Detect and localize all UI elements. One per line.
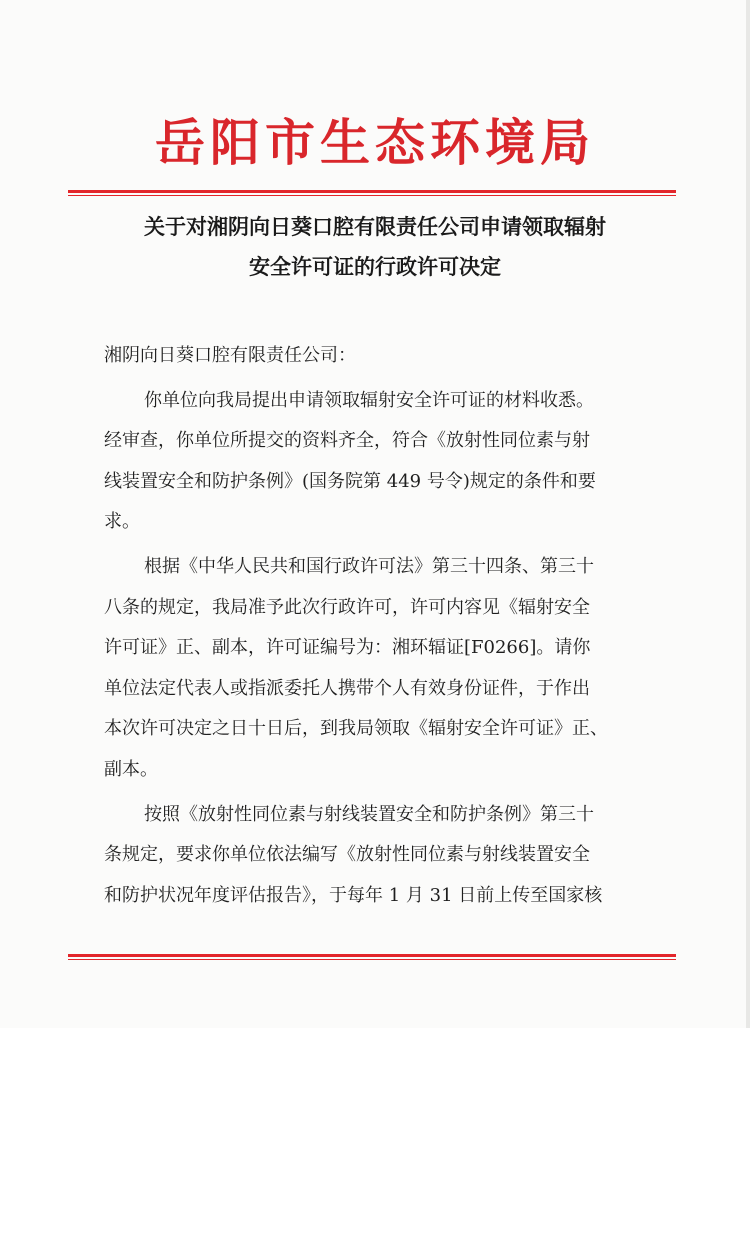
- document-body: [104, 336, 644, 916]
- paragraph-line: 八条的规定，我局准予此次行政许可，许可内容见《辐射安全: [104, 596, 590, 618]
- paragraph-line: 许可证》正、副本，许可证编号为：湘环辐证[F0266]。请你: [104, 637, 591, 659]
- agency-name: 岳阳市生态环境局: [155, 113, 595, 172]
- paragraph-line: 线装置安全和防护条例》(国务院第 449 号令)规定的条件和要: [104, 470, 596, 492]
- paragraph-line: 本次许可决定之日十日后，到我局领取《辐射安全许可证》正、: [104, 718, 608, 740]
- paragraph-line: 副本。: [104, 758, 158, 780]
- paragraph-3: [104, 795, 644, 917]
- footer-red-rule: [68, 954, 676, 960]
- paragraph-line: 单位法定代表人或指派委托人携带个人有效身份证件，于作出: [104, 677, 590, 699]
- document-title-line-2: 安全许可证的行政许可决定: [249, 255, 501, 279]
- salutation: 湘阴向日葵口腔有限责任公司：: [104, 345, 356, 366]
- paragraph-line: 经审查，你单位所提交的资料齐全，符合《放射性同位素与射: [104, 430, 590, 452]
- header-red-rule: [68, 190, 676, 196]
- paragraph-2: [104, 547, 644, 791]
- paragraph-line: 和防护状况年度评估报告》，于每年 1 月 31 日前上传至国家核: [104, 884, 603, 906]
- paragraph-line: 根据《中华人民共和国行政许可法》第三十四条、第三十: [144, 555, 594, 577]
- paragraph-line: 条规定，要求你单位依法编写《放射性同位素与射线装置安全: [104, 844, 590, 866]
- paragraph-line: 求。: [104, 511, 140, 533]
- document-title-line-1: 关于对湘阴向日葵口腔有限责任公司申请领取辐射: [144, 215, 606, 239]
- paragraph-1: [104, 381, 644, 543]
- paragraph-line: 按照《放射性同位素与射线装置安全和防护条例》第三十: [144, 803, 594, 825]
- paragraph-line: 你单位向我局提出申请领取辐射安全许可证的材料收悉。: [144, 389, 594, 411]
